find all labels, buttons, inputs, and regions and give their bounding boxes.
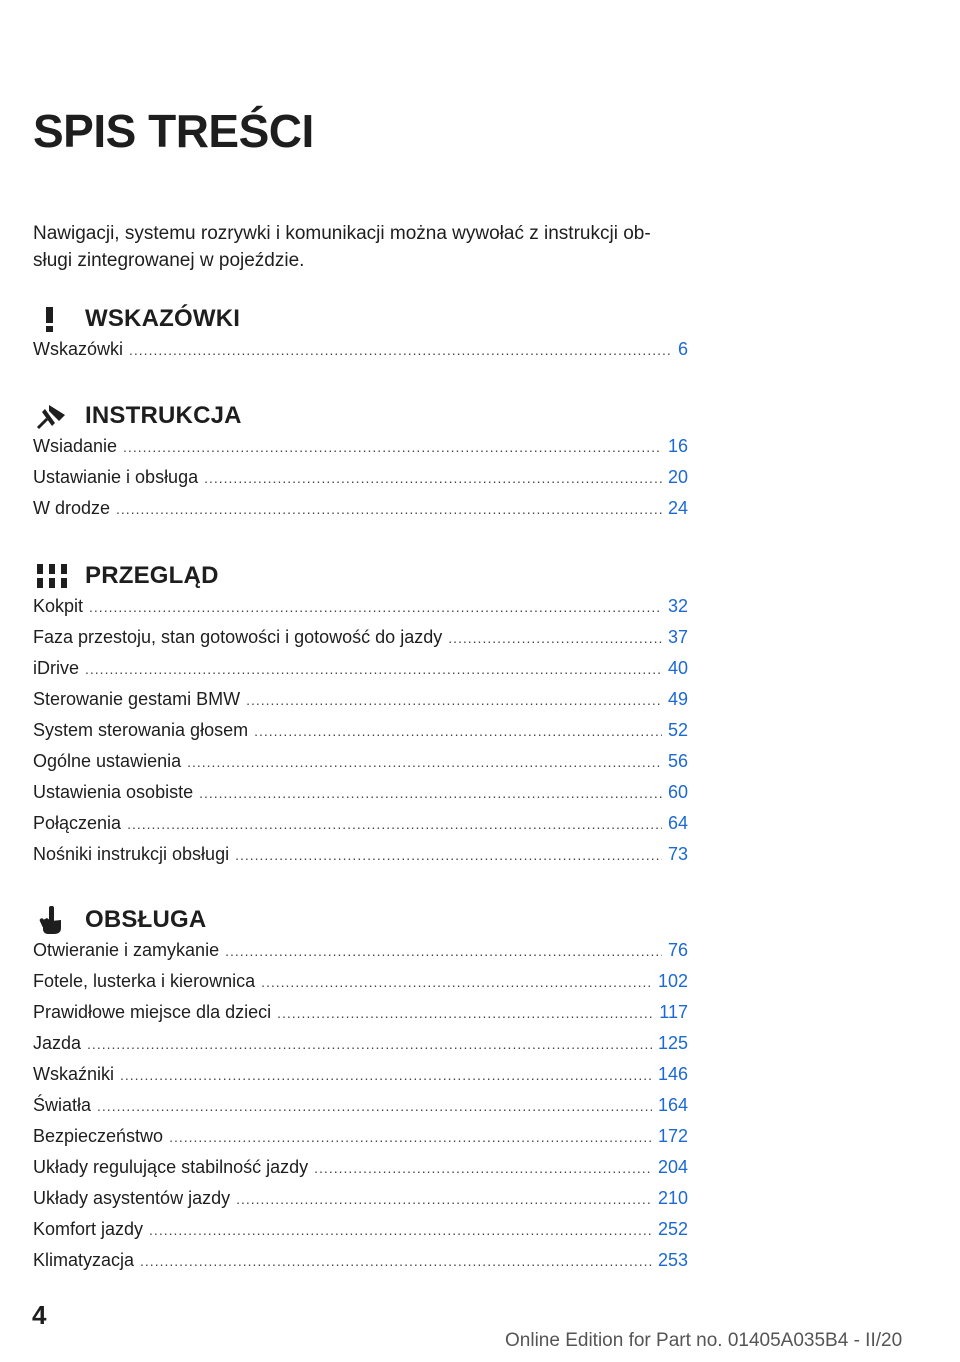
toc-entry-label: iDrive (33, 658, 80, 678)
dot-leader (235, 847, 662, 863)
toc-entry[interactable] (33, 813, 688, 844)
toc-entry-page[interactable]: 24 (667, 498, 688, 518)
toc-entry-label: Wskazówki (33, 339, 124, 359)
dot-leader (120, 1067, 652, 1083)
toc-entry-label: Układy asystentów jazdy (33, 1188, 231, 1208)
toc-entry-label: Światła (33, 1095, 92, 1115)
section-header (33, 556, 688, 596)
dot-leader (87, 1036, 652, 1052)
toc-entry-page[interactable]: 37 (667, 627, 688, 647)
dot-leader (140, 1253, 652, 1269)
toc-entry[interactable] (33, 627, 688, 658)
section-header (33, 396, 688, 436)
toc-entry-page[interactable]: 210 (657, 1188, 688, 1208)
toc-entry[interactable] (33, 1095, 688, 1126)
toc-entry-label: Bezpieczeństwo (33, 1126, 164, 1146)
toc-entry-label: Jazda (33, 1033, 82, 1053)
toc-entry-label: Ustawianie i obsługa (33, 467, 199, 487)
toc-entry-page[interactable]: 40 (667, 658, 688, 678)
intro-line-2: sługi zintegrowanej w pojeździe. (33, 250, 305, 271)
toc-entry-page[interactable]: 76 (667, 940, 688, 960)
toc-entry-page[interactable]: 125 (657, 1033, 688, 1053)
toc-entry-page[interactable]: 64 (667, 813, 688, 833)
toc-entry[interactable] (33, 751, 688, 782)
toc-entry-page[interactable]: 102 (657, 971, 688, 991)
toc-entry-label: System sterowania głosem (33, 720, 249, 740)
toc-entry-label: Ustawienia osobiste (33, 782, 194, 802)
dot-leader (127, 816, 662, 832)
dot-leader (204, 470, 662, 486)
pushpin-icon (35, 400, 73, 432)
toc-entry[interactable] (33, 1188, 688, 1219)
section-instrukcja (33, 396, 688, 529)
section-header (33, 299, 688, 339)
dot-leader (169, 1129, 652, 1145)
toc-entry[interactable] (33, 596, 688, 627)
dot-leader (129, 342, 672, 358)
toc-entry[interactable] (33, 1002, 688, 1033)
dot-leader (314, 1160, 652, 1176)
toc-entry-label: Kokpit (33, 596, 84, 616)
section-przeglad (33, 556, 688, 875)
dot-leader (261, 974, 652, 990)
toc-entry-page[interactable]: 253 (657, 1250, 688, 1270)
dot-leader (236, 1191, 652, 1207)
toc-entry-label: Układy regulujące stabilność jazdy (33, 1157, 309, 1177)
dot-leader (448, 630, 662, 646)
footer-edition: Online Edition for Part no. 01405A035B4 - II/20 (505, 1330, 903, 1351)
toc-entry-label: Połączenia (33, 813, 122, 833)
toc-entry-label: Sterowanie gestami BMW (33, 689, 241, 709)
hand-pointer-icon (35, 904, 73, 936)
toc-entry-page[interactable]: 60 (667, 782, 688, 802)
toc-entry[interactable] (33, 1064, 688, 1095)
toc-entry-page[interactable]: 56 (667, 751, 688, 771)
toc-entry[interactable] (33, 782, 688, 813)
toc-entry-page[interactable]: 146 (657, 1064, 688, 1084)
toc-entry[interactable] (33, 339, 688, 370)
dot-leader (116, 501, 662, 517)
toc-entry[interactable] (33, 1033, 688, 1064)
toc-entry-label: Wskaźniki (33, 1064, 115, 1084)
toc-entry-page[interactable]: 6 (677, 339, 688, 359)
toc-entry[interactable] (33, 658, 688, 689)
dot-leader (277, 1005, 653, 1021)
toc-entry-label: Klimatyzacja (33, 1250, 135, 1270)
dot-leader (246, 692, 662, 708)
toc-entry-label: Wsiadanie (33, 436, 118, 456)
grid-icon (35, 560, 73, 592)
dot-leader (187, 754, 662, 770)
dot-leader (149, 1222, 652, 1238)
toc-entry-label: Komfort jazdy (33, 1219, 144, 1239)
toc-entry-page[interactable]: 164 (657, 1095, 688, 1115)
toc-entry[interactable] (33, 940, 688, 971)
toc-entry[interactable] (33, 689, 688, 720)
toc-entry[interactable] (33, 971, 688, 1002)
toc-entry-page[interactable]: 20 (667, 467, 688, 487)
toc-entry-page[interactable]: 252 (657, 1219, 688, 1239)
dot-leader (85, 661, 662, 677)
section-header (33, 900, 688, 940)
dot-leader (97, 1098, 652, 1114)
toc-entry-page[interactable]: 172 (657, 1126, 688, 1146)
toc-entry-label: W drodze (33, 498, 111, 518)
section-title: OBSŁUGA (85, 906, 207, 933)
toc-entry[interactable] (33, 1157, 688, 1188)
section-obsluga (33, 900, 688, 1281)
section-wskazowki (33, 299, 688, 370)
section-title: PRZEGLĄD (85, 562, 219, 589)
section-title: WSKAZÓWKI (85, 305, 241, 332)
section-title: INSTRUKCJA (85, 402, 242, 429)
toc-entry-label: Prawidłowe miejsce dla dzieci (33, 1002, 272, 1022)
dot-leader (199, 785, 662, 801)
intro-text (33, 220, 693, 274)
toc-entry-label: Ogólne ustawienia (33, 751, 182, 771)
toc-entry-page[interactable]: 117 (659, 1002, 688, 1022)
toc-entry-label: Fotele, lusterka i kierownica (33, 971, 256, 991)
toc-entry[interactable] (33, 436, 688, 467)
dot-leader (225, 943, 662, 959)
intro-line-1: Nawigacji, systemu rozrywki i komunikacji można wywołać z instrukcji ob- (33, 223, 651, 244)
toc-entry[interactable] (33, 720, 688, 751)
dot-leader (123, 439, 662, 455)
exclamation-icon (35, 303, 73, 335)
toc-entry-page[interactable]: 49 (667, 689, 688, 709)
toc-entry-label: Otwieranie i zamykanie (33, 940, 220, 960)
dot-leader (89, 599, 662, 615)
toc-entry-label: Faza przestoju, stan gotowości i gotowość do jazdy (33, 627, 443, 647)
toc-entry-page[interactable]: 16 (667, 436, 688, 456)
toc-entry[interactable] (33, 1250, 688, 1281)
toc-entry-page[interactable]: 52 (667, 720, 688, 740)
toc-entry[interactable] (33, 467, 688, 498)
dot-leader (254, 723, 662, 739)
toc-entry[interactable] (33, 1219, 688, 1250)
toc-entry[interactable] (33, 844, 688, 875)
toc-entry-page[interactable]: 204 (657, 1157, 688, 1177)
toc-entry[interactable] (33, 498, 688, 529)
toc-entry-page[interactable]: 32 (667, 596, 688, 616)
page-number: 4 (32, 1300, 47, 1330)
toc-entry[interactable] (33, 1126, 688, 1157)
toc-entry-page[interactable]: 73 (667, 844, 688, 864)
page-title: SPIS TREŚCI (33, 105, 314, 157)
toc-entry-label: Nośniki instrukcji obsługi (33, 844, 230, 864)
